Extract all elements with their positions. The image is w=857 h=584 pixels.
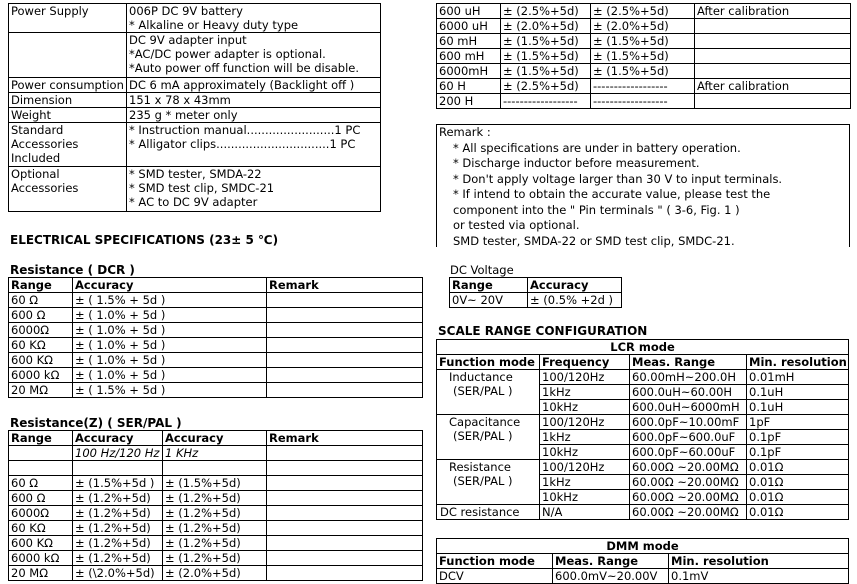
table-row	[437, 64, 851, 79]
cell: 600 KΩ	[9, 353, 73, 368]
cell: 0.01Ω	[747, 505, 849, 520]
function-mode-cell	[437, 505, 540, 520]
cell: 600.0mV~20.00V	[553, 569, 669, 584]
cell: 60 Ω	[9, 293, 73, 308]
resistance-dcr-table	[8, 277, 423, 398]
function-mode-label: (SER/PAL )	[453, 384, 513, 398]
function-mode-label: (SER/PAL )	[453, 429, 513, 443]
cell: ± (1.2%+5d)	[73, 491, 163, 506]
cell	[695, 49, 851, 64]
table-title-row	[437, 340, 849, 355]
cell	[267, 476, 423, 491]
lcr-mode-title: LCR mode	[437, 340, 849, 355]
table-row	[9, 293, 423, 308]
dc-voltage-title: DC Voltage	[450, 263, 514, 277]
cell: ± (1.2%+5d)	[163, 491, 267, 506]
table-row	[9, 167, 381, 212]
cell: ± (2.5%+5d)	[501, 4, 591, 19]
cell: ± (2.5%+5d)	[591, 4, 695, 19]
cell	[267, 521, 423, 536]
table-subheader-row	[9, 446, 423, 461]
dmm-mode-table	[436, 538, 849, 584]
col-header: Range	[9, 278, 73, 293]
cell: 20 MΩ	[9, 566, 73, 581]
cell	[695, 64, 851, 79]
resistance-z-table	[8, 430, 423, 581]
table-row	[9, 78, 381, 93]
cell	[695, 34, 851, 49]
cell: 0.01Ω	[747, 490, 849, 505]
cell: 600 KΩ	[9, 536, 73, 551]
cell: 100/120Hz	[540, 460, 630, 475]
function-mode-label: (SER/PAL )	[453, 474, 513, 488]
cell: ± ( 1.0% + 5d )	[73, 308, 267, 323]
spec-label: Optional Accessories	[9, 167, 127, 212]
spec-label: Weight	[9, 108, 127, 123]
cell	[267, 536, 423, 551]
cell: 0.1mV	[669, 569, 849, 584]
function-mode-label: DC resistance	[440, 505, 520, 519]
cell: 100/120Hz	[540, 370, 630, 385]
cell: After calibration	[695, 4, 851, 19]
cell: 0V~ 20V	[450, 293, 528, 308]
cell: 100/120Hz	[540, 415, 630, 430]
remark-line: component into the " Pin terminals " ( 3-6, Fig. 1 )	[453, 202, 740, 217]
col-header: Range	[450, 278, 528, 293]
table-header-row	[450, 278, 622, 293]
cell: 60.00Ω ~20.00MΩ	[630, 460, 747, 475]
remark-list	[437, 141, 849, 250]
cell: ± (2.5%+5d)	[501, 79, 591, 94]
col-header: Remark	[267, 431, 423, 446]
table-row	[437, 94, 851, 109]
cell: 6000Ω	[9, 323, 73, 338]
table-header-row	[9, 278, 423, 293]
cell: ± (1.5%+5d)	[501, 34, 591, 49]
cell: ± ( 1.0% + 5d )	[73, 368, 267, 383]
col-subheader: 1 KHz	[163, 446, 267, 461]
cell: 60 KΩ	[9, 521, 73, 536]
cell: 0.1pF	[747, 445, 849, 460]
table-row	[9, 33, 381, 78]
cell: ± (2.0%+5d)	[591, 19, 695, 34]
cell: 1pF	[747, 415, 849, 430]
table-row	[9, 551, 423, 566]
col-header: Meas. Range	[553, 554, 669, 569]
spec-label: Power Supply	[9, 4, 127, 33]
cell	[267, 383, 423, 398]
cell: ± ( 1.0% + 5d )	[73, 353, 267, 368]
cell: ± (1.2%+5d)	[73, 521, 163, 536]
cell: 60 KΩ	[9, 338, 73, 353]
cell: ± (1.2%+5d)	[163, 521, 267, 536]
table-row	[9, 353, 423, 368]
cell: ± (1.2%+5d)	[73, 536, 163, 551]
spec-value: 006P DC 9V battery * Alkaline or Heavy duty type	[127, 4, 381, 33]
general-spec-table	[8, 3, 381, 212]
cell	[267, 353, 423, 368]
table-row	[9, 323, 423, 338]
col-header: Frequency	[540, 355, 630, 370]
cell	[695, 94, 851, 109]
table-row	[9, 338, 423, 353]
cell: 1kHz	[540, 385, 630, 400]
cell: ± (1.5%+5d)	[591, 34, 695, 49]
cell: 0.01mH	[747, 370, 849, 385]
cell: ------------------	[591, 79, 695, 94]
spec-label: Power consumption	[9, 78, 127, 93]
remark-box	[436, 124, 850, 247]
cell: 0.1pF	[747, 430, 849, 445]
table-row	[9, 476, 423, 491]
resistance-dcr-title: Resistance ( DCR )	[10, 263, 135, 277]
cell	[267, 506, 423, 521]
remark-line: SMD tester, SMDA-22 or SMD test clip, SMDC-21.	[453, 233, 735, 248]
table-header-row	[9, 431, 423, 446]
table-row	[437, 4, 851, 19]
dmm-mode-title: DMM mode	[437, 539, 849, 554]
cell: 6000mH	[437, 64, 501, 79]
table-row	[9, 4, 381, 33]
table-row	[9, 123, 381, 167]
table-row	[437, 460, 849, 475]
table-row	[9, 506, 423, 521]
cell: 600.0uH~6000mH	[630, 400, 747, 415]
function-mode-cell	[437, 460, 540, 505]
cell	[695, 19, 851, 34]
spec-value: DC 6 mA approximately (Backlight off )	[127, 78, 381, 93]
cell: 60 Ω	[9, 476, 73, 491]
table-row	[9, 368, 423, 383]
cell	[267, 323, 423, 338]
cell: 20 MΩ	[9, 383, 73, 398]
cell: 600.0pF~10.00mF	[630, 415, 747, 430]
cell: 600 Ω	[9, 491, 73, 506]
cell: 6000 kΩ	[9, 368, 73, 383]
table-row	[437, 79, 851, 94]
lcr-mode-table	[436, 339, 849, 520]
table-row	[437, 569, 849, 584]
spec-label	[9, 33, 127, 78]
cell: ± (1.5%+5d )	[73, 476, 163, 491]
cell: ± (0.5% +2d )	[528, 293, 622, 308]
col-header: Min. resolution	[669, 554, 849, 569]
cell: 600 uH	[437, 4, 501, 19]
table-row	[450, 293, 622, 308]
cell: 6000 kΩ	[9, 551, 73, 566]
cell: ± (2.0%+5d)	[501, 19, 591, 34]
cell: 6000Ω	[9, 506, 73, 521]
function-mode-label: Inductance	[449, 370, 513, 384]
cell: 0.01Ω	[747, 475, 849, 490]
table-header-row	[437, 355, 849, 370]
cell: ± (1.2%+5d)	[73, 506, 163, 521]
cell: 0.01Ω	[747, 460, 849, 475]
col-header: Min. resolution	[747, 355, 849, 370]
cell: DCV	[437, 569, 553, 584]
cell	[267, 551, 423, 566]
table-row	[437, 370, 849, 385]
cell: 60.00mH~200.0H	[630, 370, 747, 385]
table-row	[9, 491, 423, 506]
remark-title: Remark :	[439, 125, 491, 139]
remark-line: * Don't apply voltage larger than 30 V to input terminals.	[453, 171, 783, 186]
function-mode-label: Resistance	[449, 460, 511, 474]
cell: ± (1.5%+5d)	[501, 64, 591, 79]
cell: ± (1.5%+5d)	[591, 49, 695, 64]
col-header: Remark	[267, 278, 423, 293]
table-title-row	[437, 539, 849, 554]
table-row	[9, 93, 381, 108]
col-subheader: 100 Hz/120 Hz	[73, 446, 163, 461]
remark-line: or tested via optional.	[453, 218, 580, 232]
cell: 600 Ω	[9, 308, 73, 323]
cell: 600.0pF~600.0uF	[630, 430, 747, 445]
cell: 600.0pF~60.00uF	[630, 445, 747, 460]
cell: 60 H	[437, 79, 501, 94]
resistance-z-title: Resistance(Z) ( SER/PAL )	[10, 416, 182, 430]
cell: 0.1uH	[747, 385, 849, 400]
cell: ± ( 1.0% + 5d )	[73, 323, 267, 338]
col-header: Accuracy	[528, 278, 622, 293]
dc-voltage-table	[449, 277, 622, 308]
cell: 60 mH	[437, 34, 501, 49]
cell: 0.1uH	[747, 400, 849, 415]
function-mode-cell	[437, 415, 540, 460]
cell: ± (1.5%+5d)	[501, 49, 591, 64]
cell: ------------------	[501, 94, 591, 109]
cell	[267, 293, 423, 308]
cell: 10kHz	[540, 400, 630, 415]
cell	[267, 368, 423, 383]
cell: 60.00Ω ~20.00MΩ	[630, 505, 747, 520]
cell	[267, 308, 423, 323]
table-row	[437, 49, 851, 64]
cell: ± (2.0%+5d)	[163, 566, 267, 581]
cell: ± (1.2%+5d)	[163, 551, 267, 566]
col-header: Accuracy	[73, 431, 163, 446]
table-row	[437, 19, 851, 34]
cell	[267, 491, 423, 506]
col-header: Accuracy	[163, 431, 267, 446]
cell	[267, 566, 423, 581]
cell: ± (1.2%+5d)	[73, 551, 163, 566]
col-header: Function mode	[437, 355, 540, 370]
spec-label: Dimension	[9, 93, 127, 108]
electrical-spec-title: ELECTRICAL SPECIFICATIONS (23± 5 ℃)	[10, 233, 279, 247]
col-header: Accuracy	[73, 278, 267, 293]
cell: After calibration	[695, 79, 851, 94]
cell: ± (1.5%+5d)	[163, 476, 267, 491]
table-row	[437, 34, 851, 49]
cell: ± (1.2%+5d)	[163, 536, 267, 551]
cell: ± (\2.0%+5d)	[73, 566, 163, 581]
remark-line: * Discharge inductor before measurement.	[453, 156, 700, 170]
col-header: Range	[9, 431, 73, 446]
cell: 10kHz	[540, 490, 630, 505]
cell: ± ( 1.5% + 5d )	[73, 383, 267, 398]
table-row	[9, 521, 423, 536]
table-row	[9, 308, 423, 323]
spec-value: 235 g * meter only	[127, 108, 381, 123]
cell: ------------------	[591, 94, 695, 109]
cell: N/A	[540, 505, 630, 520]
spec-label: Standard Accessories Included	[9, 123, 127, 167]
cell: ± ( 1.5% + 5d )	[73, 293, 267, 308]
function-mode-label: Capacitance	[449, 415, 521, 429]
cell: 600 mH	[437, 49, 501, 64]
table-row	[9, 108, 381, 123]
cell: 600.0uH~60.00H	[630, 385, 747, 400]
cell: ± ( 1.0% + 5d )	[73, 338, 267, 353]
cell: 1kHz	[540, 430, 630, 445]
cell: ± (1.2%+5d)	[163, 506, 267, 521]
cell: ± (1.5%+5d)	[591, 64, 695, 79]
table-row	[9, 536, 423, 551]
spec-value: * SMD tester, SMDA-22 * SMD test clip, SMDC-21 * AC to DC 9V adapter	[127, 167, 381, 212]
spec-value: * Instruction manual........................1 PC * Alligator clips...............................1 PC	[127, 123, 381, 167]
table-row	[9, 383, 423, 398]
table-row	[9, 566, 423, 581]
table-header-row	[437, 554, 849, 569]
cell: 6000 uH	[437, 19, 501, 34]
cell: 10kHz	[540, 445, 630, 460]
cell: 60.00Ω ~20.00MΩ	[630, 490, 747, 505]
remark-line: * All specifications are under in battery operation.	[453, 140, 741, 155]
col-header: Function mode	[437, 554, 553, 569]
spec-value: DC 9V adapter input *AC/DC power adapter is optional. *Auto power off function will be disable.	[127, 33, 381, 78]
cell: 60.00Ω ~20.00MΩ	[630, 475, 747, 490]
spec-value: 151 x 78 x 43mm	[127, 93, 381, 108]
function-mode-cell	[437, 370, 540, 415]
cell: 200 H	[437, 94, 501, 109]
table-row	[437, 505, 849, 520]
cell	[267, 338, 423, 353]
scale-range-title: SCALE RANGE CONFIGURATION	[438, 324, 648, 338]
remark-line: * If intend to obtain the accurate value, please test the	[453, 187, 771, 201]
cell: 1kHz	[540, 475, 630, 490]
inductance-table	[436, 3, 851, 109]
col-header: Meas. Range	[630, 355, 747, 370]
table-row	[437, 415, 849, 430]
